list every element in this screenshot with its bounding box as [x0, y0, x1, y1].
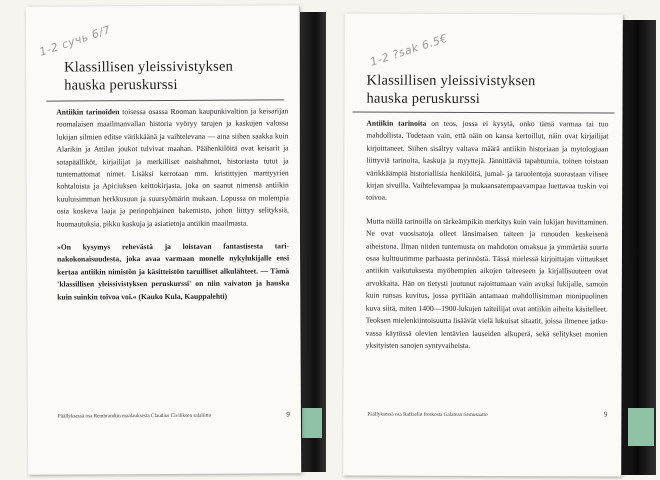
cover-title — [64, 58, 233, 95]
title-divider — [352, 112, 614, 114]
blurb-lead: Antiikin tarinoita — [366, 118, 427, 128]
blurb-paragraph — [366, 118, 608, 206]
cover-credit — [367, 412, 607, 420]
blurb-body: toisessa osassa Rooman kaupunkivaltion ja keisarijan roomalaisen maailmanvallan historia vyöryy tarujen ja kaskujen valossa lukijan silmien editse värikkäänä ja vaihtelevana — aina siihen saakka kuin Alarikin ja Attilan joukot tulvivat maahan. Päähenkilöitä ovat keisarit ja sotapäälliköt, kirjailijat ja merkilliset naishahmot, historiasta tutut ja tuntemattomat nimet. Lisäksi kerrotaan mm. kristittyjen marttyyrien kohtaloista ja Apiciuksen keittokirjasta, joka on saanut nimensä antiikin kuuluisimman herkkusuun ja suursyömärin mukaan. Lopussa on molempia osia koskeva laaja ja perinpohjainen hakemisto, johon liittyy selityksiä, huomautuksia, pikku kaskuja ja asiatietoja antiikin maailmasta. — [56, 106, 289, 229]
pencil-note: 1-2 ?sak 6.5€ — [368, 31, 450, 69]
book-spine-right — [620, 20, 656, 475]
blurb-paragraph — [56, 105, 289, 230]
blurb-text — [56, 105, 289, 314]
blurb-text — [366, 118, 609, 364]
page-number: 9 — [603, 410, 608, 419]
title-line-2: hauska peruskurssi — [64, 76, 178, 94]
cover-credit-text: Päällyksessä osa Raffaelin freskosta Galatean riemusaatto — [367, 411, 488, 419]
page-number: 9 — [286, 410, 290, 419]
blurb-paragraph-2: Mutta näillä tarinoilla on tärkeämpikin merkitys kuin vain lukijan huvittaminen. Ne ovat vuosisatoja olleet länsimaisen taiteen ja runouden keskeisenä aiheistona. Ilman niiden tuntemusta on mahdoton omaksua ja ymmärtää suurta osaa kulttuurimme parhaasta perinnöstä. Tässä mielessä kirjoittajan viittaukset antiikin vaikutuksesta myöhempien aikojen taiteeseen ja kirjallisuuteen ovat arvokkaita. Hän on tietysti joutunut rajoittumaan vain avuksi lukijalle, samoin kuin runsas kuvitus, jossa pyritään antamaan mahdollisimman monipuolinen kuva siitä, miten 1400—1900-lukujen taiteilijat ovat antiikin aiheita käsitelleet. Teoksen mielenkiintoisuutta lisäävät vielä lukuisat sitaatit, joissa ilmenee jatkuvassa käytössä olevien lentävien lauseiden alkuperä, sekä selitykset monien yksityisten sanojen syntyvaiheista. — [365, 216, 609, 350]
review-quote: »On kysymys rehevästä ja loistavan fantastisesta tarinakokonaisuudesta, joka avaa varmaan monelle nykylukijalle ensi kertaa antiikin nimistön ja käsitteistön taruilliset alkulähteet. — Tämä 'klassillisen yleissivistyksen peruskurssi' on niin vaivaton ja hauska kuin suinkin toivoa voi.« (Kauko Kula, Kauppalehti) — [57, 241, 290, 302]
title-divider — [46, 99, 284, 101]
cover-title — [366, 72, 535, 109]
blurb-lead: Antiikin tarinoiden — [56, 107, 120, 117]
title-line-1: Klassillisen yleissivistyksen — [64, 58, 234, 76]
title-line-1: Klassillisen yleissivistyksen — [366, 72, 536, 90]
book-back-cover-right — [343, 14, 623, 477]
book-spine-left — [300, 12, 326, 472]
book-back-cover-left — [26, 5, 301, 474]
spine-stripe-right — [628, 408, 654, 446]
title-line-2: hauska peruskurssi — [366, 90, 481, 107]
pencil-note: 1-2 сучь 6/7 — [37, 23, 113, 59]
blurb-body: on teos, jossa ei kysytä, onko tämä varmaa tai tuo mahdollista. Todetaan vain, että näin on kansa kertoillut, näin ovat kirjailijat kirjoittaneet. Siihen sisältyy valtava määrä antiikin historiaan ja mytologiaan liittyviä tarinoita, kaskuja ja myyttejä. Jännittäviä tapahtumia, toinen toistaan värikkäämpiä historiallisia henkilöitä, jumal- ja taruolentoja suorastaan vilisee kirjan sivuilla. Vaihtelevampaa ja mukaansatempaavampaa luettavaa tuskin voi toivoa. — [366, 118, 609, 203]
cover-credit-text: Päällyksessä osa Rembrandtin maalauksesta Claudius Civiliksen salaliitto — [57, 412, 212, 420]
spine-stripe-left — [302, 408, 322, 438]
cover-credit — [58, 412, 290, 420]
